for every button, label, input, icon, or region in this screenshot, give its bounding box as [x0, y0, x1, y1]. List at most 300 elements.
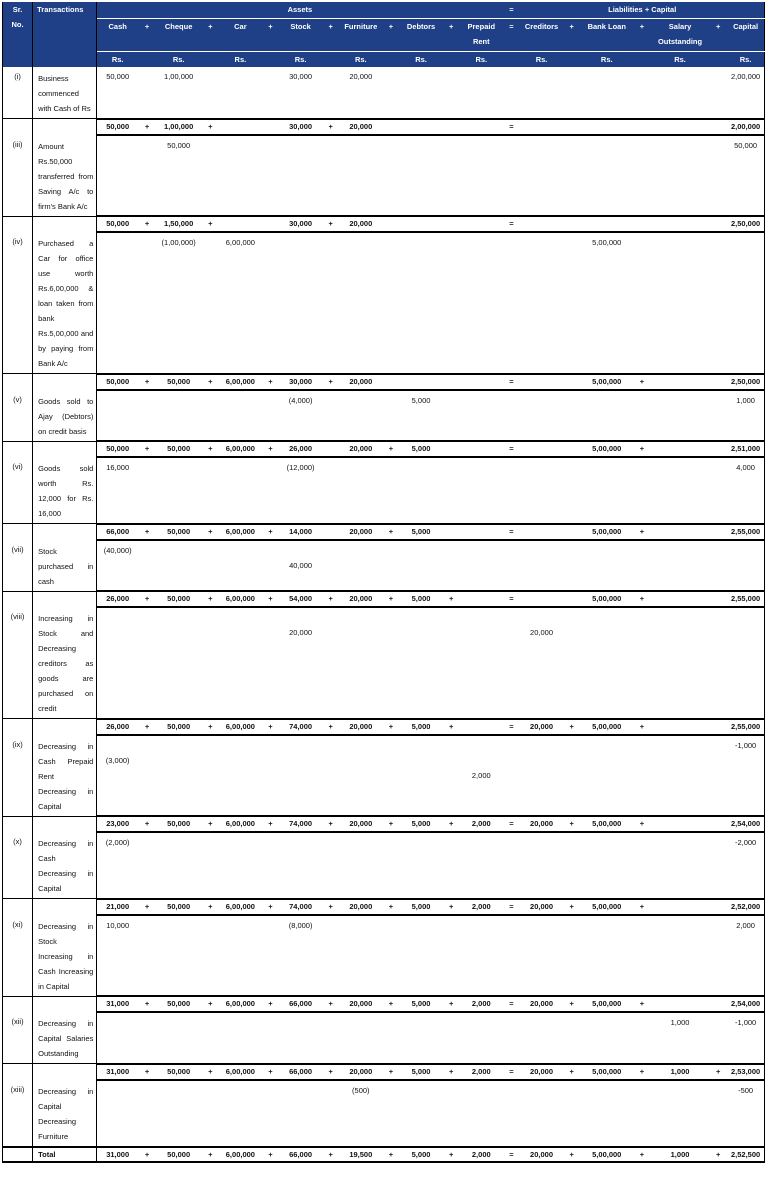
cell-value: 1,000: [670, 1018, 690, 1027]
header-operator: +: [442, 19, 460, 52]
balance-salary-outstanding: 1,000: [651, 1147, 709, 1162]
balance-prepaid-rent: [460, 719, 502, 735]
operator: +: [563, 899, 581, 915]
cell-bank-loan: [581, 607, 633, 719]
cell-prepaid-rent: [460, 67, 502, 119]
operator-spacer: [201, 232, 219, 374]
cell-cheque: [156, 735, 201, 817]
balance-cash: 50,000: [97, 374, 138, 390]
cell-value: [522, 610, 560, 625]
operator: +: [442, 719, 460, 735]
cell-capital: [727, 232, 764, 374]
transaction-description: Decreasing in Capital Salaries Outstanding: [33, 1012, 97, 1064]
balance-furniture: 20,000: [340, 816, 382, 832]
operator-spacer: [709, 540, 727, 592]
balance-cheque: 50,000: [156, 1147, 201, 1162]
operator-spacer: [709, 457, 727, 524]
transaction-description: [33, 1064, 97, 1080]
balance-row: [3, 1064, 765, 1080]
operator: +: [138, 524, 156, 540]
cell-car: [219, 735, 261, 817]
cell-value: 20,000: [289, 628, 313, 637]
operator: [382, 216, 400, 232]
balance-row: [3, 119, 765, 135]
header-unit-spacer: [382, 52, 400, 68]
operator-spacer: [201, 1012, 219, 1064]
balance-capital: 2,51,000: [727, 441, 764, 457]
transaction-description: [33, 216, 97, 232]
operator: +: [261, 719, 279, 735]
transaction-row: [3, 735, 765, 817]
operator-spacer: [442, 390, 460, 442]
operator: +: [201, 1147, 219, 1162]
transaction-row: [3, 1012, 765, 1064]
operator-spacer: [442, 67, 460, 119]
cell-prepaid-rent: [460, 457, 502, 524]
cell-cash: [97, 67, 138, 119]
operator: [563, 591, 581, 607]
balance-furniture: 20,000: [340, 899, 382, 915]
cell-furniture: [340, 607, 382, 719]
operator-spacer: [502, 67, 520, 119]
balance-capital: 2,53,000: [727, 1064, 764, 1080]
transaction-row: [3, 135, 765, 217]
transaction-description: Stock purchased in cash: [33, 540, 97, 592]
balance-capital: 2,00,000: [727, 119, 764, 135]
operator: [563, 119, 581, 135]
operator: +: [201, 216, 219, 232]
cell-value: [99, 738, 136, 753]
operator: =: [502, 996, 520, 1012]
operator: +: [709, 1064, 727, 1080]
operator: [709, 216, 727, 232]
operator-spacer: [382, 1080, 400, 1147]
operator-spacer: [322, 540, 340, 592]
operator-spacer: [563, 1012, 581, 1064]
header-operator: +: [201, 19, 219, 52]
transaction-description: [33, 524, 97, 540]
balance-prepaid-rent: 2,000: [460, 816, 502, 832]
operator: +: [138, 899, 156, 915]
cell-cheque: [156, 390, 201, 442]
operator: +: [322, 719, 340, 735]
operator: =: [502, 1147, 520, 1162]
operator-spacer: [563, 540, 581, 592]
balance-debtors: 5,000: [400, 441, 442, 457]
balance-capital: 2,50,000: [727, 374, 764, 390]
cell-capital: [727, 135, 764, 217]
operator: +: [138, 374, 156, 390]
balance-car: [219, 216, 261, 232]
operator-spacer: [382, 457, 400, 524]
cell-value: 20,000: [349, 72, 373, 81]
sr-no: [3, 591, 33, 607]
cell-capital: [727, 1012, 764, 1064]
operator: [709, 524, 727, 540]
balance-furniture: 20,000: [340, 1064, 382, 1080]
operator: =: [502, 816, 520, 832]
header-unit-cash: Rs.: [97, 52, 138, 68]
transaction-description: Goods sold worth Rs. 12,000 for Rs. 16,000: [33, 457, 97, 524]
cell-stock: [280, 457, 322, 524]
operator: +: [633, 591, 651, 607]
operator: [563, 216, 581, 232]
cell-bank-loan: [581, 1080, 633, 1147]
balance-salary-outstanding: [651, 719, 709, 735]
transaction-description: Decreasing in Stock Increasing in Cash Increasing in Capital: [33, 915, 97, 997]
sr-no: [3, 524, 33, 540]
operator-spacer: [138, 832, 156, 899]
transaction-description: [33, 719, 97, 735]
cell-prepaid-rent: [460, 832, 502, 899]
operator: +: [633, 719, 651, 735]
operator-spacer: [138, 1012, 156, 1064]
operator: +: [261, 524, 279, 540]
operator-spacer: [709, 735, 727, 817]
header-unit-bank-loan: Rs.: [581, 52, 633, 68]
cell-capital: [727, 457, 764, 524]
cell-bank-loan: [581, 1012, 633, 1064]
cell-creditors: [520, 67, 562, 119]
cell-bank-loan: [581, 915, 633, 997]
operator: [442, 374, 460, 390]
operator: [442, 119, 460, 135]
operator: [709, 591, 727, 607]
cell-value: 1,00,000: [164, 72, 194, 81]
operator: +: [563, 719, 581, 735]
cell-value: 1,000: [736, 395, 755, 405]
balance-prepaid-rent: 2,000: [460, 1147, 502, 1162]
operator: +: [709, 1147, 727, 1162]
operator: +: [138, 719, 156, 735]
operator-spacer: [382, 232, 400, 374]
balance-furniture: 20,000: [340, 719, 382, 735]
cell-salary-outstanding: [651, 1080, 709, 1147]
cell-bank-loan: [581, 832, 633, 899]
cell-value: -1,000: [734, 1018, 757, 1027]
header-operator: +: [633, 19, 651, 52]
balance-stock: 66,000: [280, 1064, 322, 1080]
cell-prepaid-rent: [460, 1012, 502, 1064]
operator-spacer: [322, 1080, 340, 1147]
transaction-description: [33, 441, 97, 457]
header-row-sections: [3, 2, 765, 19]
sr-no: (iii): [3, 135, 33, 217]
cell-stock: [280, 540, 322, 592]
transaction-row: [3, 457, 765, 524]
operator: +: [442, 591, 460, 607]
cell-salary-outstanding: [651, 915, 709, 997]
balance-debtors: 5,000: [400, 899, 442, 915]
operator: [442, 441, 460, 457]
balance-row: [3, 591, 765, 607]
balance-debtors: 5,000: [400, 719, 442, 735]
operator-spacer: [502, 232, 520, 374]
operator: +: [382, 719, 400, 735]
operator-spacer: [502, 390, 520, 442]
balance-capital: 2,54,000: [727, 816, 764, 832]
operator-spacer: [382, 607, 400, 719]
balance-bank-loan: 5,00,000: [581, 899, 633, 915]
balance-bank-loan: 5,00,000: [581, 816, 633, 832]
operator: +: [261, 816, 279, 832]
cell-debtors: [400, 1080, 442, 1147]
cell-debtors: [400, 540, 442, 592]
operator: +: [201, 899, 219, 915]
balance-salary-outstanding: [651, 524, 709, 540]
balance-cash: 23,000: [97, 816, 138, 832]
balance-salary-outstanding: [651, 441, 709, 457]
balance-bank-loan: 5,00,000: [581, 441, 633, 457]
balance-creditors: [520, 441, 562, 457]
balance-row: [3, 899, 765, 915]
operator-spacer: [261, 540, 279, 592]
cell-car: [219, 1080, 261, 1147]
cell-stock: [280, 1012, 322, 1064]
cell-car: [219, 457, 261, 524]
operator: +: [563, 1064, 581, 1080]
operator-spacer: [322, 832, 340, 899]
operator: +: [633, 899, 651, 915]
transaction-description: [33, 816, 97, 832]
cell-car: [219, 607, 261, 719]
cell-salary-outstanding: [651, 135, 709, 217]
transaction-description: Amount Rs.50,000 transferred from Saving A/c to firm's Bank A/c: [33, 135, 97, 217]
transaction-row: [3, 540, 765, 592]
balance-prepaid-rent: 2,000: [460, 1064, 502, 1080]
balance-creditors: [520, 119, 562, 135]
cell-debtors: [400, 1012, 442, 1064]
operator-spacer: [138, 232, 156, 374]
cell-furniture: [340, 390, 382, 442]
cell-furniture: [340, 135, 382, 217]
cell-car: [219, 390, 261, 442]
sr-no: [3, 1064, 33, 1080]
balance-prepaid-rent: [460, 374, 502, 390]
header-unit-spacer: [322, 52, 340, 68]
operator-spacer: [502, 832, 520, 899]
balance-creditors: [520, 374, 562, 390]
balance-furniture: 20,000: [340, 524, 382, 540]
cell-capital: [727, 390, 764, 442]
operator: +: [633, 996, 651, 1012]
sr-no: (iv): [3, 232, 33, 374]
operator: +: [322, 816, 340, 832]
operator-spacer: [261, 135, 279, 217]
header-col-bank-loan: Bank Loan: [581, 19, 633, 52]
cell-prepaid-rent: [460, 135, 502, 217]
cell-furniture: [340, 1012, 382, 1064]
operator-spacer: [442, 607, 460, 719]
cell-creditors: [520, 735, 562, 817]
cell-salary-outstanding: [651, 832, 709, 899]
balance-stock: 74,000: [280, 816, 322, 832]
cell-furniture: [340, 67, 382, 119]
cell-creditors: [520, 1080, 562, 1147]
cell-prepaid-rent: [460, 232, 502, 374]
operator-spacer: [502, 735, 520, 817]
operator: =: [502, 899, 520, 915]
operator: [709, 441, 727, 457]
balance-cheque: 50,000: [156, 524, 201, 540]
header-equals: =: [502, 2, 520, 19]
cell-value: [282, 610, 320, 625]
cell-salary-outstanding: [651, 540, 709, 592]
operator-spacer: [261, 1080, 279, 1147]
operator: +: [382, 899, 400, 915]
cell-capital: [727, 1080, 764, 1147]
operator: +: [261, 1064, 279, 1080]
balance-bank-loan: 5,00,000: [581, 591, 633, 607]
cell-capital: [727, 67, 764, 119]
header-col-capital: Capital: [727, 19, 764, 52]
cell-value: 5,00,000: [592, 238, 622, 247]
cell-car: [219, 915, 261, 997]
cell-salary-outstanding: [651, 457, 709, 524]
cell-bank-loan: [581, 232, 633, 374]
operator-spacer: [261, 607, 279, 719]
operator-spacer: [382, 390, 400, 442]
operator: +: [442, 899, 460, 915]
operator: +: [138, 441, 156, 457]
balance-capital: 2,55,000: [727, 719, 764, 735]
header-row-units: [3, 52, 765, 68]
cell-bank-loan: [581, 735, 633, 817]
balance-cheque: 1,50,000: [156, 216, 201, 232]
operator-spacer: [633, 1012, 651, 1064]
operator: [709, 119, 727, 135]
balance-creditors: 20,000: [520, 1147, 562, 1162]
balance-stock: 54,000: [280, 591, 322, 607]
balance-car: 6,00,000: [219, 524, 261, 540]
operator: +: [633, 524, 651, 540]
balance-creditors: 20,000: [520, 719, 562, 735]
cell-value: (500): [352, 1085, 370, 1095]
transaction-description: [33, 899, 97, 915]
balance-cash: 50,000: [97, 119, 138, 135]
operator-spacer: [563, 67, 581, 119]
operator-spacer: [563, 607, 581, 719]
balance-car: 6,00,000: [219, 719, 261, 735]
operator-spacer: [322, 135, 340, 217]
balance-prepaid-rent: [460, 441, 502, 457]
cell-cheque: [156, 607, 201, 719]
cell-salary-outstanding: [651, 390, 709, 442]
sr-no: (ix): [3, 735, 33, 817]
balance-capital: 2,54,000: [727, 996, 764, 1012]
cell-value: [462, 753, 500, 768]
operator-spacer: [502, 135, 520, 217]
operator: +: [322, 996, 340, 1012]
sr-no: [3, 996, 33, 1012]
header-col-cash: Cash: [97, 19, 138, 52]
operator: +: [201, 591, 219, 607]
operator-spacer: [563, 735, 581, 817]
transaction-row: [3, 607, 765, 719]
operator-spacer: [382, 832, 400, 899]
cell-cash: [97, 915, 138, 997]
balance-car: 6,00,000: [219, 1147, 261, 1162]
balance-creditors: [520, 591, 562, 607]
operator: +: [201, 816, 219, 832]
balance-car: 6,00,000: [219, 996, 261, 1012]
header-unit-spacer: [633, 52, 651, 68]
header-transactions: Transactions: [33, 2, 97, 67]
cell-car: [219, 232, 261, 374]
balance-debtors: 5,000: [400, 816, 442, 832]
balance-row: [3, 996, 765, 1012]
cell-cash: [97, 232, 138, 374]
header-operator: +: [563, 19, 581, 52]
transaction-row: [3, 915, 765, 997]
cell-cash: [97, 1080, 138, 1147]
cell-creditors: [520, 915, 562, 997]
operator: =: [502, 374, 520, 390]
balance-row: [3, 816, 765, 832]
sr-no: [3, 1147, 33, 1162]
operator: =: [502, 119, 520, 135]
operator: +: [261, 374, 279, 390]
operator: [709, 899, 727, 915]
operator-spacer: [442, 540, 460, 592]
operator: +: [201, 524, 219, 540]
operator: [442, 524, 460, 540]
cell-value: 16,000: [106, 463, 130, 472]
cell-stock: [280, 135, 322, 217]
operator-spacer: [261, 457, 279, 524]
cell-value: 2,000: [471, 770, 491, 780]
cell-creditors: [520, 232, 562, 374]
header-unit-spacer: [563, 52, 581, 68]
operator: +: [633, 816, 651, 832]
operator-spacer: [442, 915, 460, 997]
operator-spacer: [633, 67, 651, 119]
header-operator: +: [382, 19, 400, 52]
sr-no: [3, 216, 33, 232]
cell-bank-loan: [581, 457, 633, 524]
transaction-description: Decreasing in Capital Decreasing Furniture: [33, 1080, 97, 1147]
operator-spacer: [633, 832, 651, 899]
operator-spacer: [633, 915, 651, 997]
balance-furniture: 20,000: [340, 441, 382, 457]
operator-spacer: [382, 67, 400, 119]
cell-car: [219, 135, 261, 217]
operator-spacer: [138, 735, 156, 817]
operator-spacer: [709, 832, 727, 899]
operator: =: [502, 719, 520, 735]
sr-no: [3, 899, 33, 915]
operator-spacer: [709, 232, 727, 374]
operator-spacer: [261, 735, 279, 817]
balance-bank-loan: 5,00,000: [581, 524, 633, 540]
operator: [442, 216, 460, 232]
operator: [322, 441, 340, 457]
operator-spacer: [633, 1080, 651, 1147]
operator: +: [201, 996, 219, 1012]
cell-furniture: [340, 832, 382, 899]
transaction-description: Decreasing in Cash Prepaid Rent Decreasing in Capital: [33, 735, 97, 817]
operator: [261, 216, 279, 232]
operator-spacer: [563, 832, 581, 899]
cell-debtors: [400, 832, 442, 899]
operator-spacer: [633, 607, 651, 719]
cell-value: [462, 738, 500, 753]
cell-capital: [727, 735, 764, 817]
operator-spacer: [322, 457, 340, 524]
operator-spacer: [563, 232, 581, 374]
operator-spacer: [709, 915, 727, 997]
balance-stock: 26,000: [280, 441, 322, 457]
